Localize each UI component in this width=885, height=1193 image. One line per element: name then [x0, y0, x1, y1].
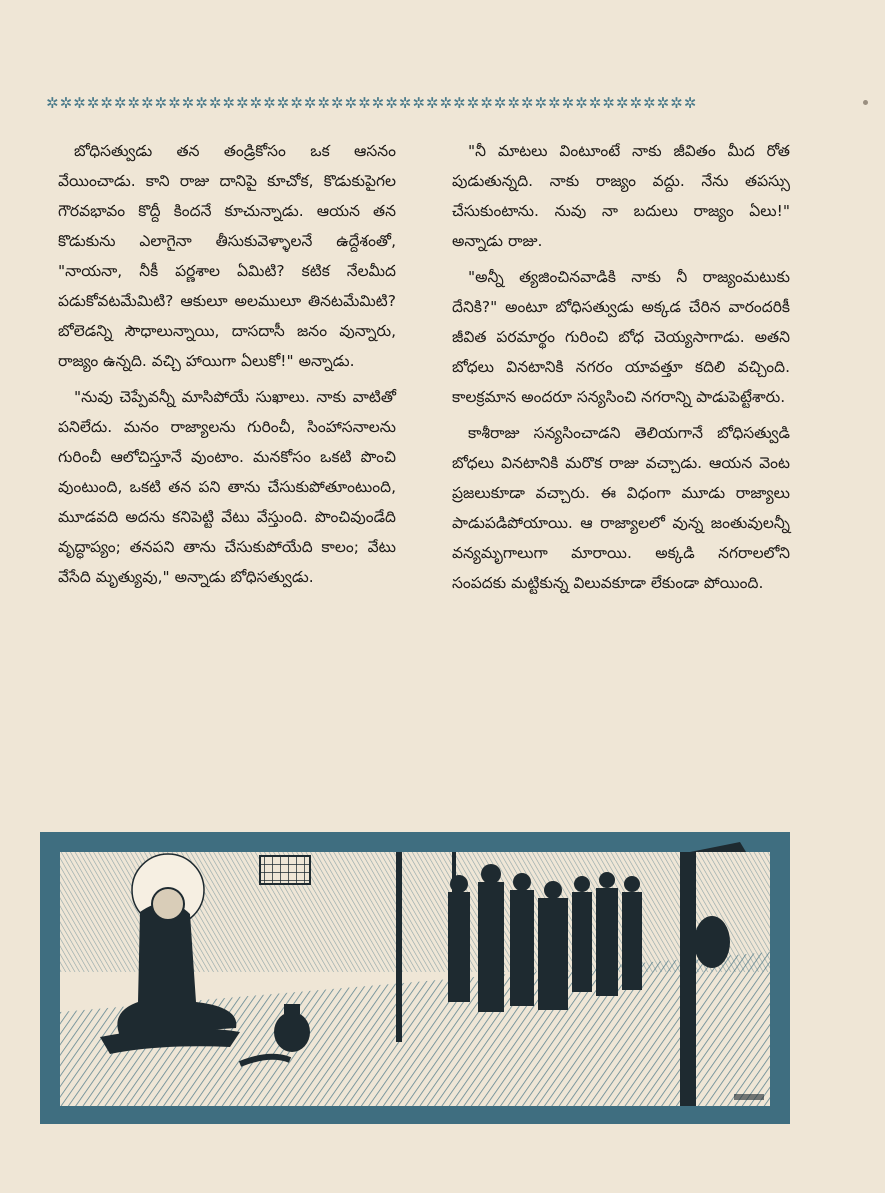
- story-illustration: [40, 832, 790, 1124]
- illustration-drawing: [40, 832, 790, 1124]
- water-pot: [274, 1012, 310, 1052]
- paragraph: "నీ మాటలు వింటూంటే నాకు జీవితం మీద రోత పుడుతున్నది. నాకు రాజ్యం వద్దు. నేను తపస్సు చేసుకుంటాను. నువు నా బదులు రాజ్యం ఏలు!" అన్నాడు రాజు.: [452, 142, 790, 250]
- paragraph: బోధిసత్వుడు తన తండ్రికోసం ఒక ఆసనం వేయించాడు. కాని రాజు దానిపై కూచోక, కొడుకుపైగల గౌరవభావం కొద్దీ కిందనే కూచున్నాడు. ఆయన తన కొడుకును ఎలాగైనా తీసుకువెళ్ళాలనే ఉద్దేశంతో, "నాయనా, నీకీ పర్ణశాల ఏమిటి? కటిక నేలమీద పడుకోవటమేమిటి? ఆకులూ అలములూ తినటమేమిటి? బోలెడన్ని సౌధాలున్నాయి, దాసదాసీ జనం వున్నారు, రాజ్యం ఉన్నది. వచ్చి హాయిగా ఏలుకో!" అన్నాడు.: [58, 142, 396, 370]
- decorative-border: ✲✲✲✲✲✲✲✲✲✲✲✲✲✲✲✲✲✲✲✲✲✲✲✲✲✲✲✲✲✲✲✲✲✲✲✲✲✲✲✲✲✲✲✲✲✲✲✲: [46, 94, 698, 112]
- page-speck: [863, 100, 868, 105]
- paragraph: కాశీరాజు సన్యసించాడని తెలియగానే బోధిసత్వుడి బోధలు వినటానికి మరొక రాజు వచ్చాడు. ఆయన వెంట ప్రజలుకూడా వచ్చారు. ఈ విధంగా మూడు రాజ్యాలు పాడుపడిపోయాయి. ఆ రాజ్యాలలో వున్న జంతువులన్నీ వన్యమృగాలుగా మారాయి. అక్కడి నగరాలలోని సంపదకు మట్టికున్న విలువకూడా లేకుండా పోయింది.: [452, 424, 790, 592]
- right-text-column: [452, 136, 790, 604]
- tree-trunk: [680, 852, 696, 1106]
- lattice-window: [260, 856, 310, 884]
- paragraph: "అన్నీ త్యజించినవాడికి నాకు నీ రాజ్యంమటుకు దేనికి?" అంటూ బోధిసత్వుడు అక్కడ చేరిన వారందరికీ జీవిత పరమార్థం గురించి బోధ చెయ్యసాగాడు. అతని బోధలు వినటానికి నగరం యావత్తూ కదిలి వచ్చింది. కాలక్రమాన అందరూ సన్యసించి నగరాన్ని పాడుపెట్టేశారు.: [452, 268, 790, 406]
- left-text-column: [58, 136, 396, 598]
- paragraph: "నువు చెప్పేవన్నీ మాసిపోయే సుఖాలు. నాకు వాటితో పనిలేదు. మనం రాజ్యాలను గురించీ, సింహాసనాలను గురించీ ఆలోచిస్తూనే వుంటాం. మనకోసం ఒకటి పొంచి వుంటుంది, ఒకటి తన పని తాను చేసుకుపోతూంటుంది, మూడవది అదను కనిపెట్టి వేటు వేస్తుంది. పొంచివుండేది వృద్ధాప్యం; తనపని తాను చేసుకుపోయేది కాలం; వేటు వేసేది మృత్యువు," అన్నాడు బోధిసత్వుడు.: [58, 388, 396, 586]
